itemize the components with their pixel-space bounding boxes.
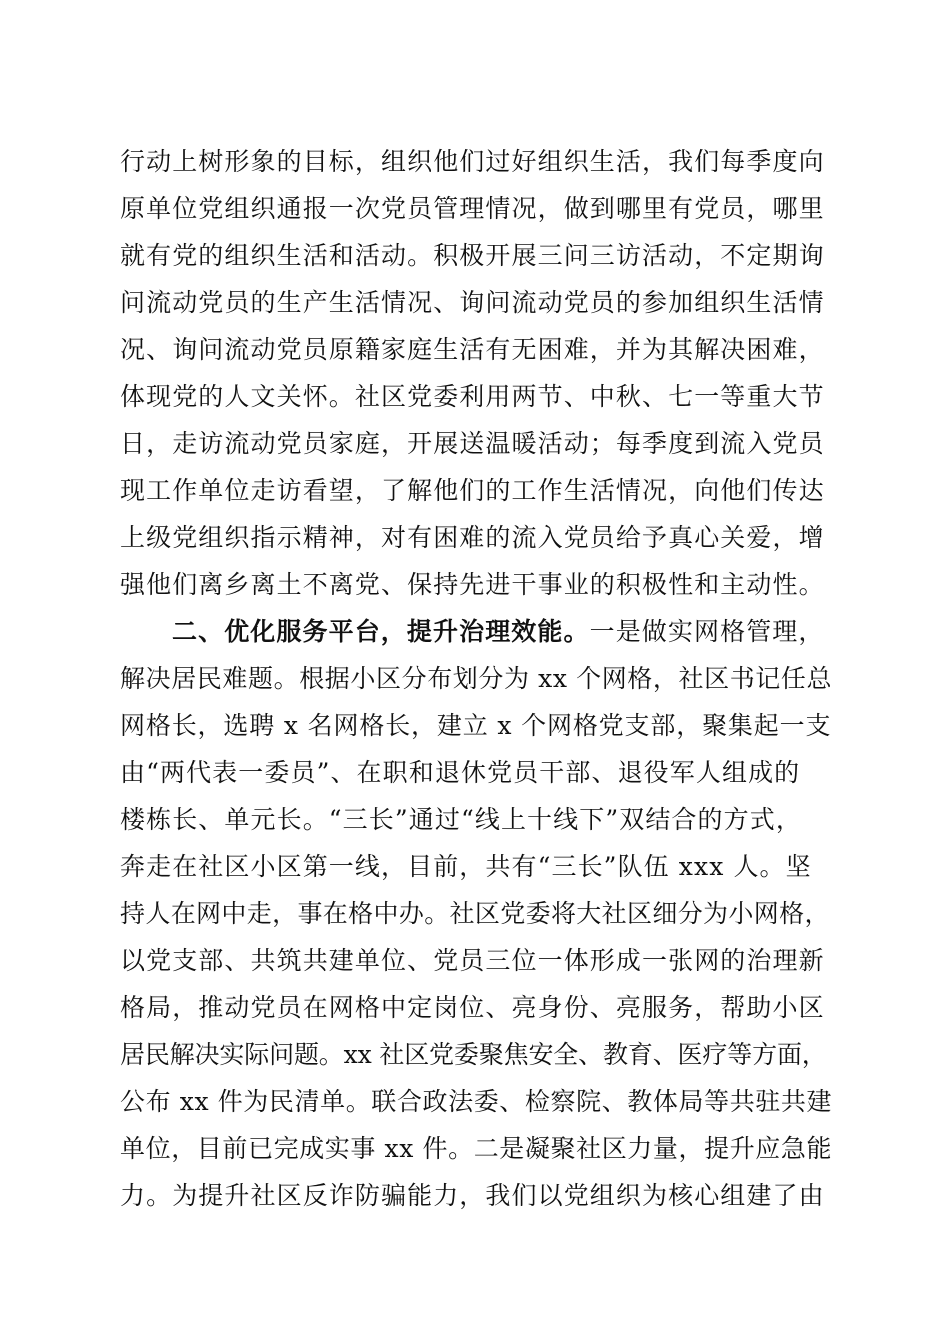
paragraph-1-line-10: 强他们离乡离土不离党、保持先进干事业的积极性和主动性。 — [120, 570, 825, 599]
paragraph-1-line-5: 况、询问流动党员原籍家庭生活有无困难，并为其解决困难， — [120, 335, 825, 364]
paragraph-2-line-4: 由“两代表一委员”、在职和退休党员干部、退役军人组成的 — [120, 758, 801, 787]
paragraph-1-line-7: 日，走访流动党员家庭，开展送温暖活动；每季度到流入党员 — [120, 429, 825, 458]
paragraph-2-line-12: 单位，目前已完成实事 xx 件。二是凝聚社区力量，提升应急能 — [120, 1134, 833, 1163]
paragraph-2-line-8: 以党支部、共筑共建单位、党员三位一体形成一张网的治理新 — [120, 946, 825, 975]
paragraph-2-line-13: 力。为提升社区反诈防骗能力，我们以党组织为核心组建了由 — [120, 1181, 825, 1210]
section-heading: 二、优化服务平台，提升治理效能。 — [172, 617, 590, 646]
paragraph-1-line-8: 现工作单位走访看望，了解他们的工作生活情况，向他们传达 — [120, 476, 825, 505]
paragraph-2-line-7: 持人在网中走，事在格中办。社区党委将大社区细分为小网格， — [120, 899, 830, 928]
paragraph-2-line-10: 居民解决实际问题。xx 社区党委聚焦安全、教育、医疗等方面， — [120, 1040, 827, 1069]
paragraph-1-line-6: 体现党的人文关怀。社区党委利用两节、中秋、七一等重大节 — [120, 382, 825, 411]
paragraph-1-line-3: 就有党的组织生活和活动。积极开展三问三访活动，不定期询 — [120, 241, 825, 270]
paragraph-2-line-5: 楼栋长、单元长。“三长”通过“线上十线下”双结合的方式， — [120, 805, 802, 834]
paragraph-1-line-9: 上级党组织指示精神，对有困难的流入党员给予真心关爱，增 — [120, 523, 825, 552]
paragraph-2-line-3: 网格长，选聘 x 名网格长，建立 x 个网格党支部，聚集起一支 — [120, 711, 832, 740]
paragraph-1-line-4: 问流动党员的生产生活情况、询问流动党员的参加组织生活情 — [120, 288, 825, 317]
paragraph-2-line-1 — [172, 612, 825, 652]
paragraph-1-line-1: 行动上树形象的目标，组织他们过好组织生活，我们每季度向 — [120, 147, 825, 176]
paragraph-2-line-9: 格局，推动党员在网格中定岗位、亮身份、亮服务，帮助小区 — [120, 993, 825, 1022]
paragraph-2-line-6: 奔走在社区小区第一线，目前，共有“三长”队伍 xxx 人。坚 — [120, 852, 812, 881]
section-heading-rest: 一是做实网格管理， — [589, 617, 825, 646]
paragraph-2-line-2: 解决居民难题。根据小区分布划分为 xx 个网格，社区书记任总 — [120, 664, 833, 693]
paragraph-2-line-11: 公布 xx 件为民清单。联合政法委、检察院、教体局等共驻共建 — [120, 1087, 833, 1116]
paragraph-1-line-2: 原单位党组织通报一次党员管理情况，做到哪里有党员，哪里 — [120, 194, 825, 223]
